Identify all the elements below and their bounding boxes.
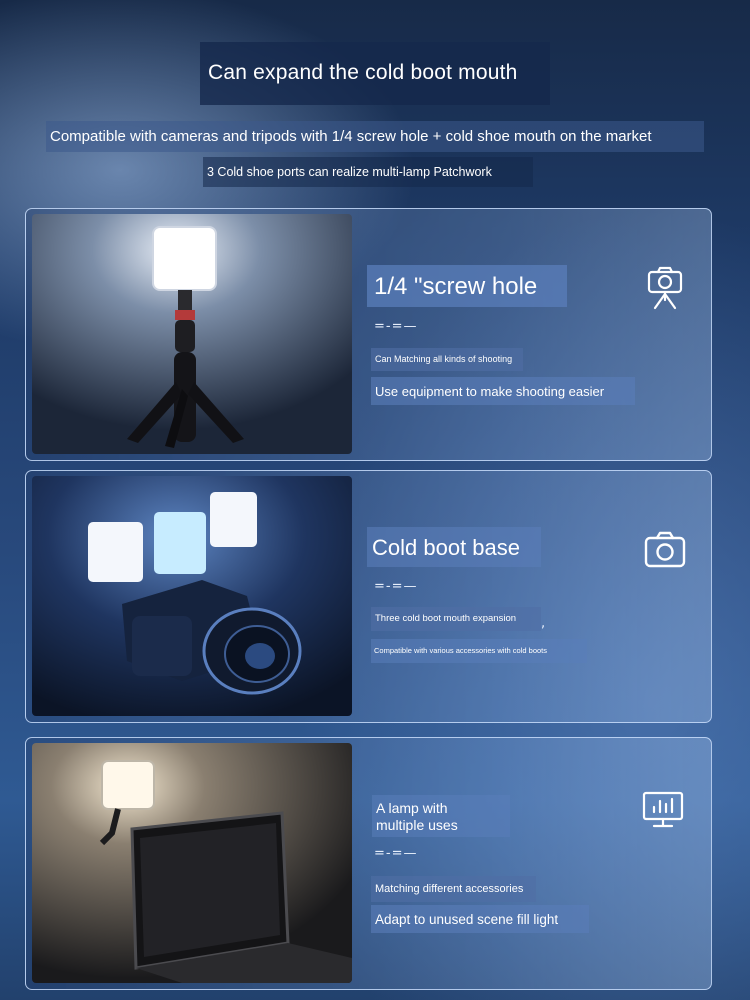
camera-tripod-icon (643, 266, 687, 310)
feature-heading-line-1: A lamp with (376, 800, 448, 816)
camera-icon (643, 528, 687, 572)
feature-line-1-suffix: , (541, 616, 547, 631)
feature-line-1-text: Matching different accessories (375, 883, 524, 895)
laptop-light-photo (32, 743, 352, 983)
decorative-dashes: =-=— (374, 579, 418, 594)
feature-line-2-text: Use equipment to make shooting easier (375, 384, 605, 399)
feature-heading (367, 265, 567, 307)
feature-line-1 (371, 348, 523, 371)
feature-line-1-text: Can Matching all kinds of shooting (375, 354, 513, 364)
feature-line-1 (371, 876, 536, 902)
feature-heading-text: 1/4 "screw hole (374, 273, 538, 300)
decorative-dashes: =-=— (374, 319, 418, 334)
feature-heading-text: Cold boot base (372, 535, 520, 560)
header-note-box (203, 157, 533, 187)
feature-card-multiple-uses (25, 737, 712, 990)
feature-line-1-text: Three cold boot mouth expansion (375, 613, 517, 624)
feature-heading (372, 795, 510, 837)
page-subtitle: Compatible with cameras and tripods with 1/4 screw hole + cold shoe mouth on the market (50, 128, 652, 145)
feature-line-1 (371, 607, 541, 631)
page-title: Can expand the cold boot mouth (208, 61, 518, 84)
tripod-light-photo (32, 214, 352, 454)
header-subtitle-box (46, 121, 704, 152)
feature-line-2 (371, 905, 589, 933)
feature-heading-line-2: multiple uses (376, 817, 458, 833)
feature-card-screw-hole (25, 208, 712, 461)
page-note: 3 Cold shoe ports can realize multi-lamp Patchwork (207, 165, 492, 179)
feature-line-2-text: Adapt to unused scene fill light (375, 912, 559, 927)
feature-heading (367, 527, 541, 567)
camera-lights-photo (32, 476, 352, 716)
feature-card-cold-boot-base (25, 470, 712, 723)
monitor-chart-icon (641, 788, 685, 832)
feature-line-2 (371, 639, 587, 663)
header-title-box (200, 42, 550, 105)
feature-line-2 (371, 377, 635, 405)
decorative-dashes: =-=— (374, 846, 418, 861)
feature-line-2-text: Compatible with various accessories with cold boots (374, 646, 547, 655)
